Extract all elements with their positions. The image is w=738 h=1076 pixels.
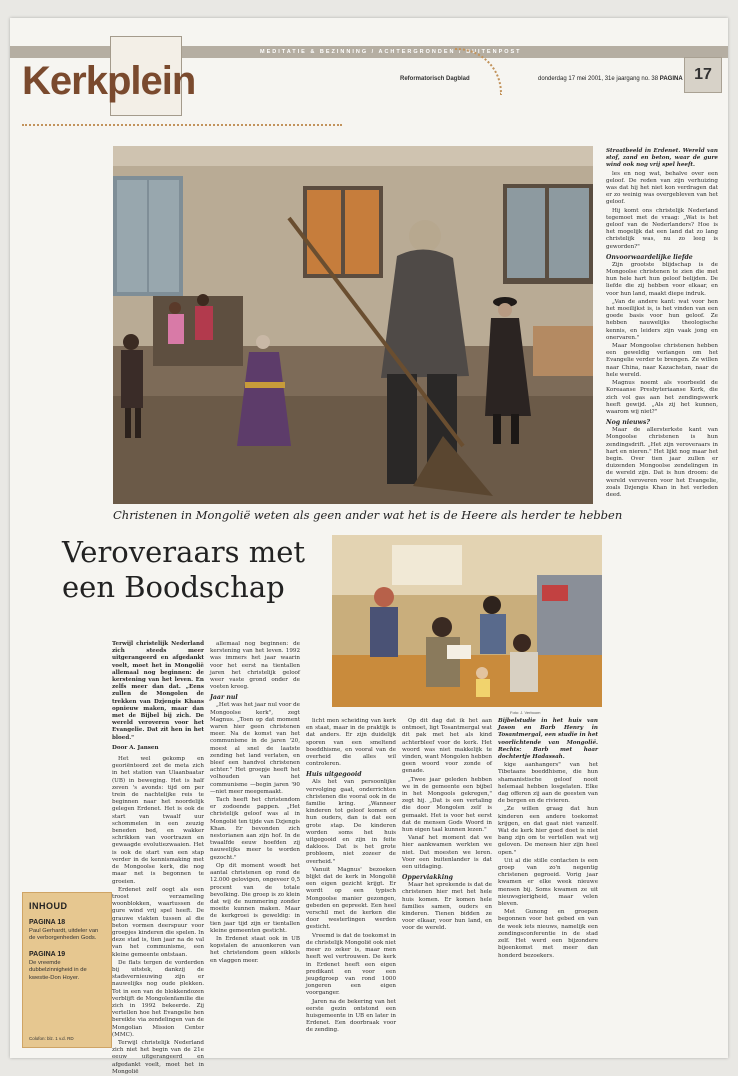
body-paragraph: Vreemd is dat de toekomst in de christelijk Mongolië ook niet meer zo zeker is, maar men heeft wel vertrouwen. De kerk in Erdenet heeft een eigen predikant en voor een jeugdgroep van rond 1000 jongeren een eigen voorganger. — [306, 932, 396, 997]
body-paragraph: Erdenet zelf oogt als een troost verzameling woonblokken, waartussen de gure wind vrij spel heeft. De grauwe vlakten tussen al die beton vormen deerspuur voor groepjes kinderen die spelen. In deze stad is, tien jaar na de val van het communisme, een kleine gemeente ontstaan. — [112, 886, 204, 958]
body-paragraph: Op dit dag dat ik het aan ontmoet, ligt Tosantmergal wat dit pak met het als kind achterbleef voor de kerk. Het woord was niet makkelijk te vinden, want Mongolen hebben geen woord voor zonde of genade. — [402, 718, 492, 775]
article-column-1 — [112, 641, 204, 1075]
body-paragraph: Met Gunong en groepen begonnen voor het gebed en van de week iets nieuws, namelijk een zendingsconferentie in de stad zelf. Het werd een bijzondere bijeenkomst met meer dan honderd bezoekers. — [498, 909, 598, 959]
contents-title: INHOUD — [29, 901, 68, 911]
bible-study-photo — [332, 535, 602, 707]
date-text: donderdag 17 mei 2001, 31e jaargang no. 38 — [538, 76, 659, 82]
subheading: Nog nieuws? — [606, 419, 650, 427]
main-photo-caption: Christenen in Mongolië weten als geen ander wat het is de Heere als herder te hebben — [113, 508, 623, 522]
bible-study-illustration — [332, 535, 602, 707]
body-paragraph: Maar de allersterkste kant van Mongoolse christenen is hun zendingsdrift. „Het zijn veroveraars in hart en nieren." Het lijkt nog maar het begin. Over tien jaar zullen er duizenden Mongoolse zendelingen in de wereld zijn. Dat is hun droom: de wereld veroveren voor het Evangelie, zoals Dzjengis Khan in het verleden deed. — [606, 427, 718, 498]
article-byline: Door A. Jansen — [112, 744, 159, 751]
body-paragraph: kige aanhangers" van het Tibetaans boeddhisme, die hun shamanistische geloof nooit helemaal hebben losgelaten. Elke dag offeren zij aan de geesten van de bergen en de rivieren. — [498, 762, 598, 805]
contents-page-19-desc: De vreemde dubbelzinnigheid in de kwestie-Don Hoyer. — [29, 959, 87, 981]
section-title: Kerkplein — [22, 59, 196, 103]
body-paragraph: „Van de andere kant: wat voor hen het moeilijkst is, is het vinden van een goede basis voor hun geloof. Ze hebben nauwelijks theologische kennis, en leiders zijn vaak jong en onervaren." — [606, 298, 718, 341]
page-label: PAGINA — [659, 76, 683, 82]
street-scene-illustration — [113, 146, 593, 504]
dotted-divider — [22, 124, 342, 126]
contents-page-18-label: PAGINA 18 — [29, 919, 66, 926]
subheading: Opperviakking — [402, 874, 453, 882]
body-paragraph: allemaal nog beginnen: de kerstening van het leven. 1992 was immers het jaar waarin voor het eerst na tientallen jaren het christelijk geloof weer vaste grond onder de voeten kreeg. — [210, 641, 300, 691]
body-paragraph: In Erdenet staat ook in UB kopstalen de anuonkeren van het christendom geen sikkels en vlaggen meer. — [210, 935, 300, 964]
body-paragraph: De flats tergen de vorderden bij uitstek, dankzij de stadsvernieuwing zijn er nauwelijks nog oude plekken. Tot in een van de blokkendozen verblijft de Mongolenfamilie die zich in 1992 bekeerde. Zij vertellen hoe het Evangelie hen bereikte via zendelingen van de Mongolian Mission Center (MMC). — [112, 959, 204, 1038]
subheading: Onvoorwaardelijke liefde — [606, 253, 693, 261]
contents-page-19-label: PAGINA 19 — [29, 950, 66, 958]
main-photo-side-caption: Straatbeeld in Erdenet. Wereld van stof, zand en beton, waar de gure wind ook nog vrij spel heeft. — [606, 148, 718, 169]
body-paragraph: Het wel gekomp en georiënteerd zet de meta zich in het station van Ulaanbaatar (UB) in beweging. Het is half zeven 's avonds: tijd om per trein de nachtelijke reis te beginnen naar het noordelijk gelegen Erdenet. Het is ook de start van twaalf uur schommelen in een zeuzig beneden bed, en wakker schrikken van voortrazen en gewaagde evolutiezwaaien. Het is ook de start van een stap verder in de kennismaking met de Mongoolse kerk, die nog maar net is begonnen te groeien. — [112, 756, 204, 885]
body-paragraph: Als het van persoonlijke vervolging gaat, onderrichten christenen die vooral ook in de familie kring. „Wanneer kinderen tot geloof komen of hun ouders, dan is dat een grote stap. De kinderen worden soms het huis uitgegooid en zijn in feite dakloos. Dat is het grote probleem, niet zozeer de overheid." — [306, 779, 396, 865]
section-band-text: MEDITATIE & BEZINNING / ACHTERGRONDEN / BUITENPOST — [260, 49, 522, 55]
article-column-4 — [402, 718, 492, 1051]
body-paragraph: Uit al die stille contacten is een groep van zo'n negentig christenen gegroeid. Vorig jaar kwamen er elke week nieuwe mensen bij. Soms kwamen ze uit nieuwsgierigheid, maar velen bleven. — [498, 857, 598, 908]
article-column-5 — [498, 718, 598, 1051]
photo-credit: Foto: J. Verboom — [510, 710, 541, 715]
bible-study-photo-caption: Bijbelstudie in het huis van Jason en Barb Henry in Tosantmergal, een studie in het voorlichtende van Mongolië. Rechts: Barb met haar dochtertje Hadassah. — [498, 718, 598, 761]
body-paragraph: Zijn grootste blijdschap is de Mongoolse christenen te zien die met hun hele hart hun geloof belijden. De liefde die zij hebben voor elkaar, en voor hun land, maakt diepe indruk. — [606, 261, 718, 297]
main-photo — [113, 146, 593, 504]
body-paragraph: Tach heeft het christendom er zodoende pappen. „Het christelijk geloof was al in Mongolië ten tijde van Dzjengis Khan. Er bevonden zich nestorianen aan zijn hof. In de twaalfde eeuw hoefden zij nauwelijks meer te worden gezocht." — [210, 797, 300, 861]
body-paragraph: „Twee jaar geleden hebben we in de gemeente een bijbel in het Mongools gekregen," zegt hij. „Dat is een vertaling die door Mongolen zelf is gemaakt. Het is voor het eerst dat de mensen Gods Woord in hun eigen taal kunnen lezen." — [402, 776, 492, 834]
page-number: 17 — [684, 57, 722, 93]
masthead: Reformatorisch Dagblad — [400, 76, 470, 82]
article-lead: Terwijl christelijk Nederland zich steeds meer uitgerangeerd en afgedankt voelt, moet het in Mongolië allemaal nog beginnen: de kerstening van het leven. En zelfs meer dan dat. „Eens zullen de Mongolen de trekken van Dzjengis Khans opnieuw maken, maar dan met de Bijbel bij zich. De wereld veroveren voor het Evangelie. Dat zit hen in het bloed." — [112, 641, 204, 741]
newspaper-page — [10, 18, 728, 1075]
body-paragraph: les en nog wat, behalve over een geloof. De reden van zijn verhuizing was dat hij het niet kon verdragen dat er zo weinig was overgebleven van het geloof. — [606, 170, 718, 206]
body-paragraph: „Het was het jaar nul voor de Mongoolse kerk", zegt Magnus. „Toen op dat moment waren hier geen christenen meer. Na de komst van het communisme in de jaren '20, moest al snel de laatste zending het land verlaten, en bleef een handvol christenen achter." Het groepje heeft het volhouden van het communisme —begin jaren '90—niet meer meegemaakt. — [210, 702, 300, 795]
body-paragraph: Terwijl christelijk Nederland zich niet het begin van de 21e eeuw uitgerangeerd en afgedankt voelt, moet het in Mongolië — [112, 1039, 204, 1075]
article-column-3 — [306, 718, 396, 1051]
body-paragraph: Maar Mongoolse christenen hebben een geweldig verlangen om het Evangelie verder te brengen. Ze willen naar China, naar Kazachstan, naar de hele wereld. — [606, 343, 718, 378]
subheading: Jaar nul — [210, 694, 238, 702]
body-paragraph: „Ze willen graag dat hun kinderen een andere toekomst krijgen, en dat gaat niet vanzelf. Wat de kerk hier goed doet is niet bang zijn om te vertellen wat wij geloven. De mensen hier zijn heel open." — [498, 806, 598, 856]
dateline — [538, 76, 683, 82]
article-column-2 — [210, 641, 300, 1051]
body-paragraph: Hij komt ons christelijk Nederland tegemoet met de vraag: „Wat is het geloof van de Nederlanders? Hoe is het mogelijk dat een land dat zo lang christelijk was, nu zo leeg is geworden?" — [606, 207, 718, 250]
body-paragraph: Magnus noemt als voorbeeld de Koreaanse Presbyteriaanse Kerk, die zich vol gas aan het zendingswerk heeft gewijd. „Als zij het kunnen, waarom wij niet?" — [606, 380, 718, 415]
article-headline: Veroveraars met een Boodschap — [62, 535, 306, 604]
subheading: Huis uitgegooid — [306, 771, 362, 779]
article-column-6 — [606, 148, 718, 1048]
contents-page-18-desc: Paul Gerhardt, uitdeler van de verborgenheden Gods. — [29, 928, 99, 942]
contents-footer: Colofon: blz. 1 v.d. RD — [29, 1036, 74, 1041]
body-paragraph: licht men scheiding van kerk en staat, maar in de praktijk is dat anders. Er zijn duidelijk sporen van een smeltend boeddhisme, en vooral van de overheid die alles wil controleren. — [306, 718, 396, 768]
body-paragraph: Op dit moment woedt het aantal christenen op rond de 12.000 gelovigen, ongeveer 0,5 procent van de totale bevolking. Die groep is zo klein dat wij de nummering zonder moeite kunnen maken. Maar de kerkgroei is geweldig: in tien jaar tijd zijn er tientallen kleine gemeenten gesticht. — [210, 862, 300, 934]
body-paragraph: Vanuit Magnus' bezoeken blijkt dat de kerk in Mongolië een eigen gezicht krijgt. Er wordt op een typisch Mongoolse manier gezongen, gebeden en gepreekt. Een heel verschil met de kerken die door westerlingen werden gesticht. — [306, 866, 396, 931]
body-paragraph: Jaren na de bekering van het eerste gezin ontstond een huisgemeente in UB en later in Erdenet. Een doorbraak voor de zending. — [306, 998, 396, 1034]
contents-box — [22, 892, 112, 1048]
body-paragraph: Maar het sprekende is dat de christenen hier met het hele huis komen. Er komen hele families samen, ouders en kinderen. Tienen bidden ze voor elkaar, voor hun land, en voor de wereld. — [402, 882, 492, 932]
body-paragraph: Vanaf het moment dat we hier aankwamen werkten we niet. Dat moesten we leren. Voor een buitenlander is dat een uitdaging. — [402, 835, 492, 871]
